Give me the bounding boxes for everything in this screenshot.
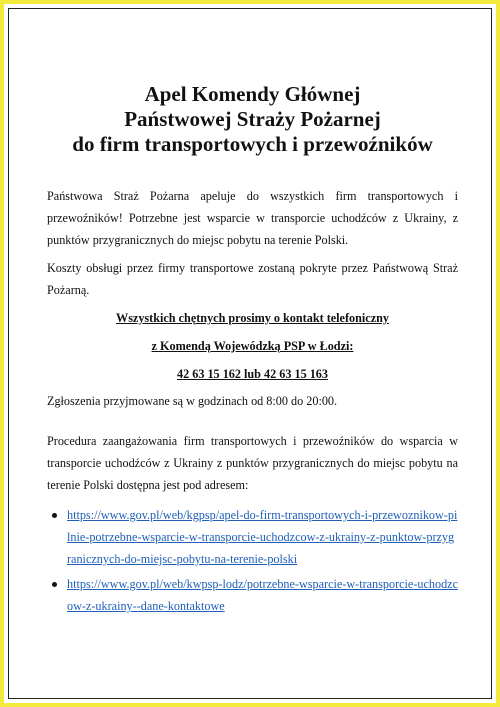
title-line-1: Apel Komendy Głównej (144, 82, 361, 106)
bullet-icon (52, 582, 57, 587)
contact-unit: z Komendą Wojewódzką PSP w Łodzi: (151, 339, 354, 353)
paragraph-appeal: Państwowa Straż Pożarna apeluje do wszystkich firm transportowych i przewoźników! Potrzebne jest wsparcie w transporcie uchodźców z Ukrainy, z punktów przygranicznych do miejsc pobytu na terenie Polski. (47, 189, 458, 247)
link-list (47, 504, 458, 617)
list-item (67, 504, 458, 570)
link-kgpsp-appeal[interactable]: https://www.gov.pl/web/kgpsp/apel-do-firm-transportowych-i-przewoznikow-pilnie-potrzebne-wsparcie-w-transporcie-uchodzcow-z-ukrainy-z-punktow-przygranicznych-do-miejsc-pobytu-na-terenie-polski (67, 508, 458, 566)
title-line-3: do firm transportowych i przewoźników (72, 132, 433, 156)
paragraph-hours: Zgłoszenia przyjmowane są w godzinach od 8:00 do 20:00. (47, 394, 338, 408)
bullet-icon (52, 513, 57, 518)
link-kwpsp-lodz-contact[interactable]: https://www.gov.pl/web/kwpsp-lodz/potrzebne-wsparcie-w-transporcie-uchodzcow-z-ukrainy--dane-kontaktowe (67, 577, 459, 613)
paragraph-procedure: Procedura zaangażowania firm transportowych i przewoźników do wsparcia w transporcie uchodźców z Ukrainy z punktów przygranicznych do miejsc pobytu na terenie Polski dostępna jest pod adresem: (47, 434, 458, 492)
document-title (47, 82, 458, 157)
contact-request: Wszystkich chętnych prosimy o kontakt telefoniczny (116, 311, 389, 325)
title-line-2: Państwowej Straży Pożarnej (124, 107, 381, 131)
list-item (67, 573, 458, 617)
paragraph-costs: Koszty obsługi przez firmy transportowe zostaną pokryte przez Państwową Straż Pożarną. (47, 261, 458, 297)
contact-phones: 42 63 15 162 lub 42 63 15 163 (176, 367, 328, 381)
document-content (47, 82, 458, 620)
